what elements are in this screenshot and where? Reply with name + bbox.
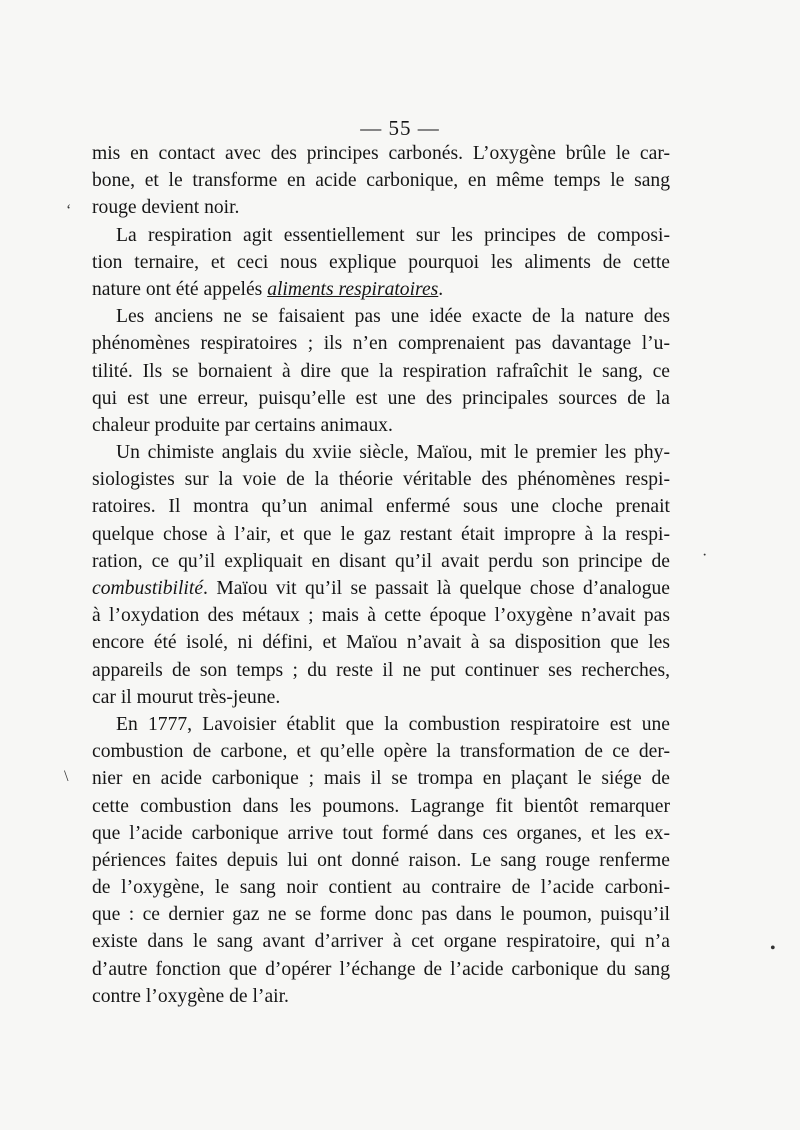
text-line: combustion de carbone, et qu’elle opère la transformation de ce der- xyxy=(92,741,670,763)
text-line xyxy=(92,276,670,303)
text-fragment: . Maïou vit qu’il se passait là quelque chose d’analogue xyxy=(203,578,670,599)
margin-speck: \ xyxy=(64,768,69,785)
body-text xyxy=(92,140,670,1010)
text-line: La respiration agit essentiellement sur les principes de composi- xyxy=(116,224,670,246)
text-line: périences faites depuis lui ont donné raison. Le sang rouge renferme xyxy=(92,849,670,871)
text-line: siologistes sur la voie de la théorie véritable des phénomènes respi- xyxy=(92,469,670,491)
italic-term: aliments respiratoires xyxy=(267,278,439,300)
text-line: cette combustion dans les poumons. Lagrange fit bientôt remarquer xyxy=(92,795,670,817)
text-line: phénomènes respiratoires ; ils n’en comprenaient pas davantage l’u- xyxy=(92,333,670,355)
margin-speck: · xyxy=(702,547,708,564)
margin-speck: ‘ xyxy=(66,202,72,219)
text-line: bone, et le transforme en acide carbonique, en même temps le sang xyxy=(92,170,670,192)
text-line: En 1777, Lavoisier établit que la combustion respiratoire est une xyxy=(116,713,670,735)
text-line: que : ce dernier gaz ne se forme donc pas dans le poumon, puisqu’il xyxy=(92,904,670,926)
text-fragment: . xyxy=(438,278,444,300)
text-line: d’autre fonction que d’opérer l’échange de l’acide carbonique du sang xyxy=(92,958,670,980)
text-line: tilité. Ils se bornaient à dire que la respiration rafraîchit le sang, ce xyxy=(92,360,670,382)
text-line xyxy=(92,575,670,602)
text-line: mis en contact avec des principes carbonés. L’oxygène brûle le car- xyxy=(92,143,670,164)
page-number: — 55 — xyxy=(360,116,440,140)
text-line: existe dans le sang avant d’arriver à cet organe respiratoire, qui n’a xyxy=(92,931,670,953)
text-line: encore été isolé, ni défini, et Maïou n’avait à sa disposition que les xyxy=(92,632,670,654)
text-line: rouge devient noir. xyxy=(92,197,240,219)
text-line: à l’oxydation des métaux ; mais à cette époque l’oxygène n’avait pas xyxy=(92,605,670,627)
margin-speck: • xyxy=(770,940,776,957)
text-line: tion ternaire, et ceci nous explique pourquoi les aliments de cette xyxy=(92,251,670,273)
text-line: quelque chose à l’air, et que le gaz restant était impropre à la respi- xyxy=(92,523,670,545)
text-line: de l’oxygène, le sang noir contient au contraire de l’acide carboni- xyxy=(92,877,670,899)
text-line: nier en acide carbonique ; mais il se trompa en plaçant le siége de xyxy=(92,768,670,790)
text-fragment: nature ont été appelés xyxy=(92,278,268,300)
text-line: contre l’oxygène de l’air. xyxy=(92,985,289,1007)
text-line: appareils de son temps ; du reste il ne put continuer ses recherches, xyxy=(92,659,670,681)
text-line: que l’acide carbonique arrive tout formé dans ces organes, et les ex- xyxy=(92,822,670,844)
text-line: Les anciens ne se faisaient pas une idée exacte de la nature des xyxy=(116,306,670,328)
text-line: qui est une erreur, puisqu’elle est une des principales sources de la xyxy=(92,387,670,409)
text-line: Un chimiste anglais du xviie siècle, Maïou, mit le premier les phy- xyxy=(116,442,670,464)
text-line: chaleur produite par certains animaux. xyxy=(92,414,393,436)
text-line: car il mourut très-jeune. xyxy=(92,686,281,708)
text-line: ratoires. Il montra qu’un animal enfermé sous une cloche prenait xyxy=(92,496,670,518)
italic-term: combustibilité xyxy=(92,578,204,599)
text-line: ration, ce qu’il expliquait en disant qu’il avait perdu son principe de xyxy=(92,550,670,572)
